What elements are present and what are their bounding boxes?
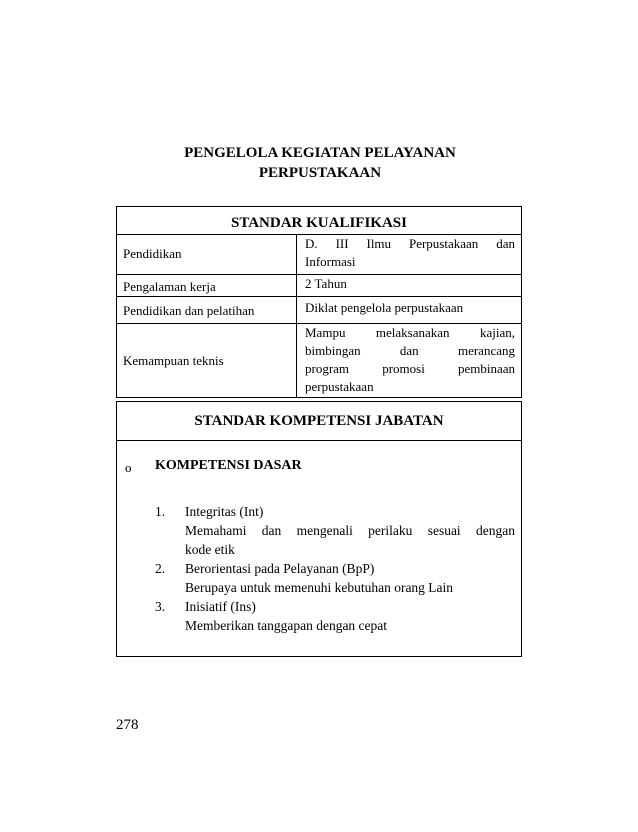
- bullet-marker: o: [125, 460, 132, 475]
- item-line: Berorientasi pada Pelayanan (BpP): [185, 561, 375, 576]
- page-number: 278: [116, 717, 139, 733]
- table-row-pengalaman-kerja: [117, 274, 521, 297]
- row-label: Pengalaman kerja: [123, 279, 216, 294]
- kompetensi-dasar-title: KOMPETENSI DASAR: [155, 458, 302, 473]
- list-item: [155, 559, 515, 597]
- standar-kompetensi-heading: STANDAR KOMPETENSI JABATAN: [117, 402, 521, 441]
- item-number: 1.: [155, 504, 166, 519]
- kompetensi-list: [155, 502, 515, 635]
- item-line: Inisiatif (Ins): [185, 599, 256, 614]
- item-line: Memahami dan mengenali perilaku sesuai dengan: [185, 523, 515, 538]
- list-item: [155, 502, 515, 559]
- standar-kualifikasi-table: [116, 206, 522, 398]
- value-line: Mampu melaksanakan kajian,: [305, 325, 515, 340]
- value-line: program promosi pembinaan: [305, 361, 515, 376]
- value-line: bimbingan dan merancang: [305, 343, 515, 358]
- row-label: Kemampuan teknis: [123, 353, 224, 368]
- row-value: [296, 297, 521, 324]
- item-number: 2.: [155, 561, 166, 576]
- list-item: [155, 597, 515, 635]
- item-number: 3.: [155, 599, 166, 614]
- table-row-pendidikan: [117, 234, 521, 275]
- item-line: kode etik: [185, 542, 235, 557]
- value-line: perpustakaan: [305, 379, 374, 394]
- value-line: Diklat pengelola perpustakaan: [305, 300, 464, 315]
- table-row-pendidikan-pelatihan: [117, 296, 521, 324]
- row-value: [296, 275, 521, 297]
- standar-kompetensi-box: [116, 401, 522, 657]
- table-row-kemampuan-teknis: [117, 323, 521, 398]
- document-title-line-2: PERPUSTAKAAN: [258, 165, 382, 181]
- value-line: 2 Tahun: [305, 276, 347, 291]
- standar-kualifikasi-heading: STANDAR KUALIFIKASI: [230, 215, 407, 231]
- row-value: [296, 235, 521, 275]
- row-label: Pendidikan dan pelatihan: [123, 303, 255, 318]
- item-line: Berupaya untuk memenuhi kebutuhan orang Lain: [185, 580, 454, 595]
- value-line: Informasi: [305, 254, 356, 269]
- item-line: Integritas (Int): [185, 504, 264, 519]
- document-title-line-1: PENGELOLA KEGIATAN PELAYANAN: [184, 145, 456, 161]
- row-value: [296, 324, 521, 398]
- item-line: Memberikan tanggapan dengan cepat: [185, 618, 388, 633]
- row-label: Pendidikan: [123, 246, 182, 261]
- value-line: D. III Ilmu Perpustakaan dan: [305, 236, 515, 251]
